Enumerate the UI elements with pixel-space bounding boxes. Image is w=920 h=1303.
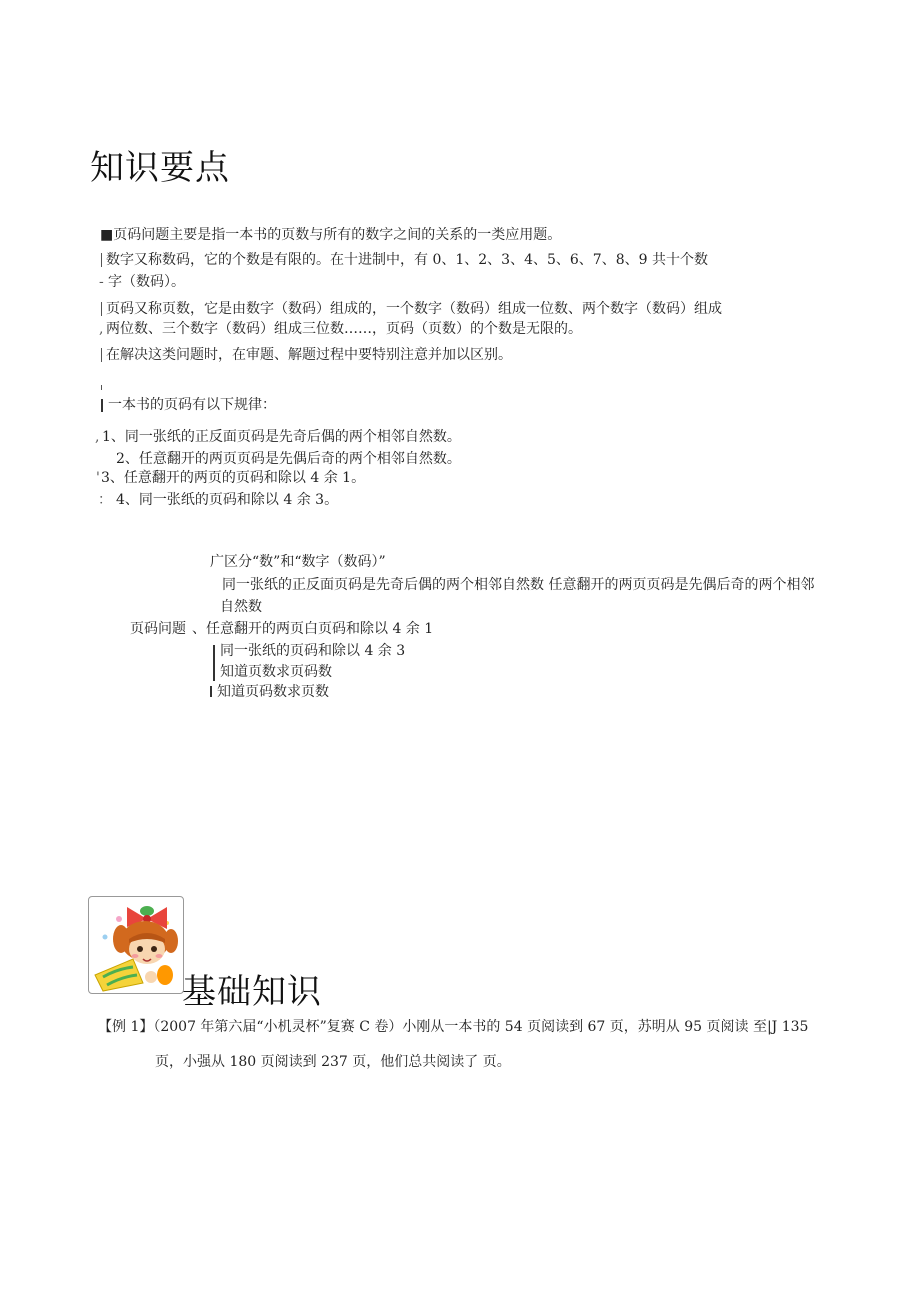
paragraph-4: 在解决这类问题时，在审题、解题过程中要特别注意并加以区别。 xyxy=(106,347,512,363)
section-title-basics: 基础知识 xyxy=(182,972,322,1012)
margin-bar xyxy=(101,385,102,390)
section-title-knowledge: 知识要点 xyxy=(90,148,230,188)
margin-bar xyxy=(101,348,102,362)
outline-root: 页码问题 xyxy=(130,621,186,637)
paragraph-3-line-2: 两位数、三个数字（数码）组成三位数……，页码（页数）的个数是无限的。 xyxy=(106,321,582,337)
rule-item: 4、同一张纸的页码和除以 4 余 3。 xyxy=(116,492,339,508)
outline-line: 、任意翻开的两页白页码和除以 4 余 1 xyxy=(192,621,434,637)
example-1-line-2: 页，小强从 180 页阅读到 237 页，他们总共阅读了 页。 xyxy=(155,1054,511,1070)
rules-intro: 一本书的页码有以下规律： xyxy=(108,397,276,413)
outline-line: 自然数 xyxy=(220,599,262,615)
margin-bar xyxy=(101,399,103,412)
outline-line: 广区分“数”和“数字（数码）” xyxy=(210,554,386,570)
paragraph-2-line-1: 数字又称数码，它的个数是有限的。在十进制中，有 0、1、2、3、4、5、6、7、8、9 共十个数 xyxy=(106,252,708,268)
margin-mark: , xyxy=(95,429,100,445)
margin-mark: - xyxy=(99,274,104,290)
outline-line: 知道页码数求页数 xyxy=(217,684,329,700)
margin-mark: ' xyxy=(96,470,100,486)
rule-item: 1、同一张纸的正反面页码是先奇后偶的两个相邻自然数。 xyxy=(102,429,461,445)
margin-mark: , xyxy=(99,321,104,337)
paragraph-1: ■页码问题主要是指一本书的页数与所有的数字之间的关系的一类应用题。 xyxy=(100,227,562,243)
outline-line: 同一张纸的正反面页码是先奇后偶的两个相邻自然数 任意翻开的两页页码是先偶后奇的两个相邻 xyxy=(222,577,815,593)
rule-item: 3、任意翻开的两页的页码和除以 4 余 1。 xyxy=(101,470,366,486)
paragraph-2-line-2: 字（数码）。 xyxy=(108,274,185,290)
margin-bar xyxy=(101,302,102,316)
margin-bar xyxy=(101,253,102,267)
rule-item: 2、任意翻开的两页页码是先偶后奇的两个相邻自然数。 xyxy=(116,451,461,467)
cartoon-girl-icon xyxy=(88,896,184,994)
paragraph-3-line-1: 页码又称页数，它是由数字（数码）组成的，一个数字（数码）组成一位数、两个数字（数码）组成 xyxy=(106,301,722,317)
margin-mark: ： xyxy=(98,492,112,508)
example-1-line-1: 【例 1】（2007 年第六届“小机灵杯”复赛 C 卷）小刚从一本书的 54 页阅读到 67 页，苏明从 95 页阅读 至|J 135 xyxy=(98,1019,809,1035)
outline-bracket xyxy=(210,686,212,697)
outline-bracket xyxy=(213,645,215,681)
outline-line: 同一张纸的页码和除以 4 余 3 xyxy=(220,643,406,659)
outline-line: 知道页数求页码数 xyxy=(220,664,332,680)
